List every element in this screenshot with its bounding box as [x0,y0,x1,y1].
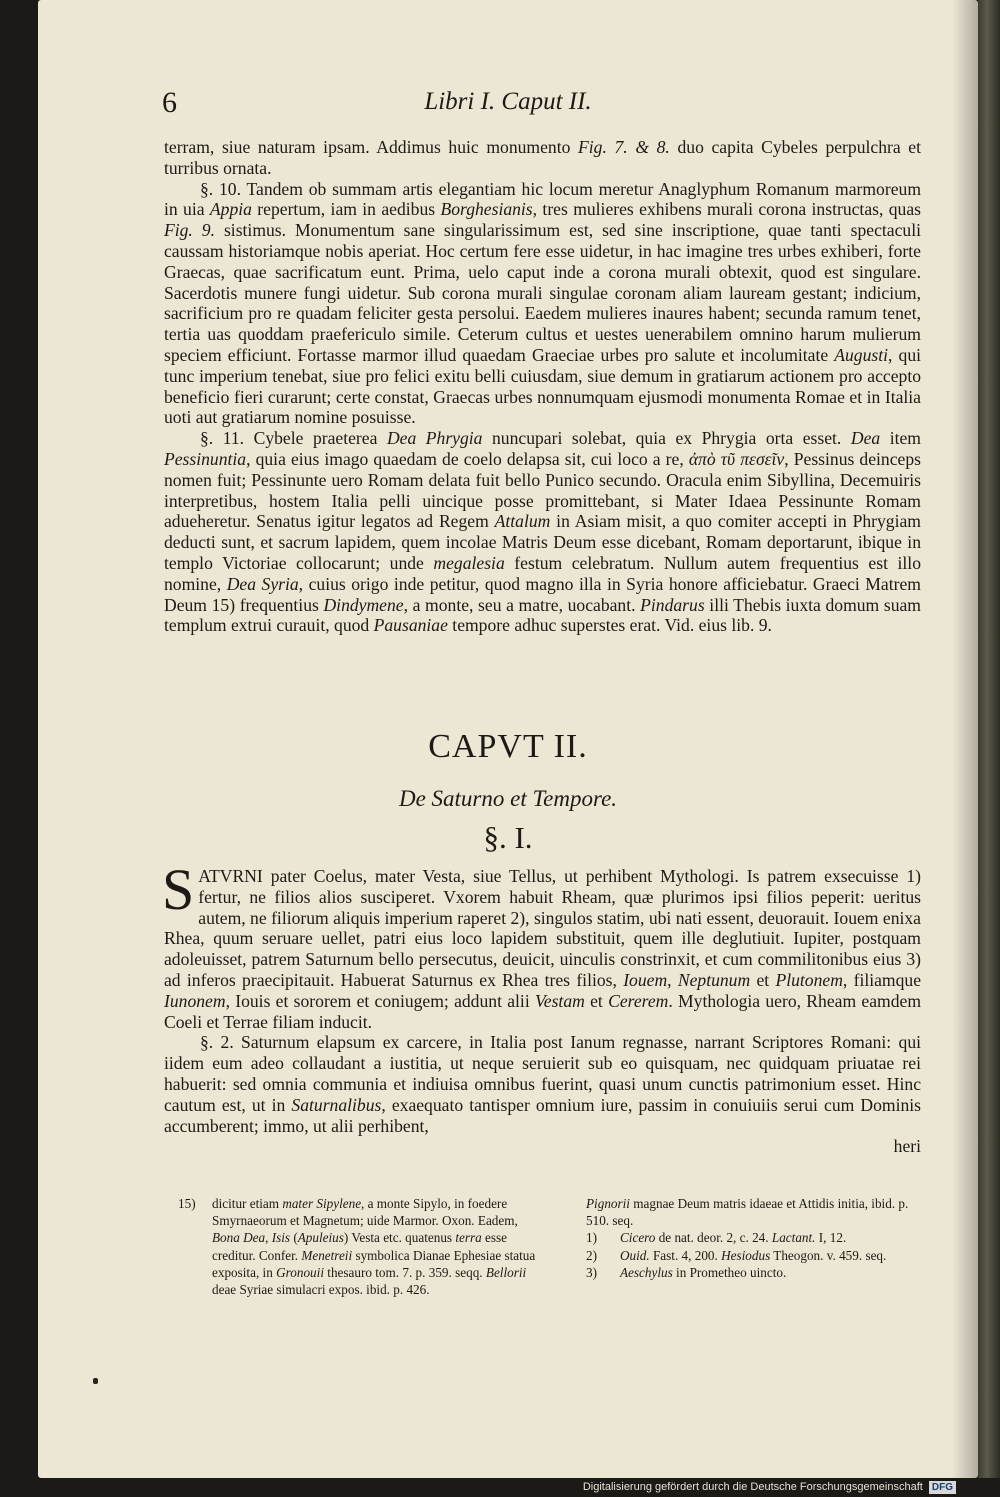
book-edge [978,0,1000,1478]
italic-text: Lactant. [771,1230,816,1246]
section-mark: §. I. [483,820,533,855]
italic-text: Iunonem [164,990,226,1011]
footnote [586,1264,926,1281]
italic-text: Saturnalibus [291,1094,382,1115]
footnote [586,1229,926,1246]
italic-text: Aeschylus [620,1264,673,1280]
italic-text: Attalum [494,511,551,532]
dfg-logo: DFG [929,1481,956,1494]
italic-text: Pindarus [640,594,705,615]
italic-text: Dea [850,428,881,449]
italic-text: Dea Phrygia [386,428,483,449]
italic-text: Plutonem [775,969,843,990]
footnote [586,1195,926,1229]
drop-capital: S [162,857,195,922]
italic-text: Fig. 7. & 8. [578,137,670,157]
footnote-text: Ouid. Fast. 4, 200. Hesiodus Theogon. v. 459. seq. [620,1247,887,1263]
running-title: Libri I. Caput II. [424,88,592,115]
chapter-title: CAPVT II. [428,728,588,765]
italic-text: Fig. 9. [164,220,215,241]
paragraph-text: ATVRNI pater Coelus, mater Vesta, siue Tellus, ut perhibent Mythologi. Is patrem exsecuisse 1) fertur, ne filios alios susciperet. Vxorem habuit Rheam, quæ plurimos ipsi filios peperit: ueritus autem, ne filiorum aliquis imperium raperet 2), singulos statim, ubi nati essent, deuorauit. Iouem enixa Rhea, quum seruare uellet, patri eius loco lapidem substituit, quem ille deglutiuit. Iupiter, postquam adoleuisset, patrem Saturnum bello persecutus, deuicit, uinculis constrinxit, et cum commilitonibus eius 3) ad inferos praecipitauit. Habuerat Saturnus ex Rhea tres filios, Iouem, Neptunum et Plutonem, filiamque Iunonem, Iouis et sororem et coniugem; addunt alii Vestam et Cererem. Mythologia uero, Rheam eamdem Coeli et Terrae filiam inducit. [164,866,922,1032]
book-page [38,0,978,1478]
italic-text: Vestam [534,990,585,1011]
italic-text: Iouem [623,969,668,990]
italic-text: Apuleius [297,1230,344,1246]
digitization-credit [583,1478,956,1497]
italic-text: Cicero [620,1230,656,1246]
italic-text: megalesia [433,552,505,573]
italic-text: Gronouii [276,1264,324,1280]
paragraph: §. 11. Cybele praeterea Dea Phrygia nuncupari solebat, quia ex Phrygia orta esset. Dea item Pessinuntia, quia eius imago quaedam de coelo delapsa sit, cui loco a re, ἀπὸ τῦ πεσεῖν, Pessinus deinceps nomen fuit; Pessinunte uero Romam delata fuit bello Punico secundo. Oracula enim Sibyllina, Decemuiris interpretibus, hostem Italia pelli uincique posse promittebant, si Mater Idaea Pessinunte Romam adueheretur. Senatus igitur legatos ad Regem Attalum in Asiam misit, a quo comiter accepti in Phrygiam deducti sunt, et sacrum lapidem, quem incolae Matris Deum esse dicebant, Romam deportarunt, ibique in templo Victoriae collocarunt; unde megalesia festum celebratum. Nullum autem frequentius est illo nomine, Dea Syria, cuius origo inde petitur, quod magno illa in Syria honore afficiebatur. Graeci Matrem Deum 15) frequentius Dindymene, a monte, seu a matre, uocabant. Pindarus illi Thebis iuxta domum suam templum extrui curauit, quod Pausaniae tempore adhuc superstes erat. Vid. eius lib. 9. [164,428,921,636]
italic-text: Neptunum [677,969,751,990]
footnote-text: Pignorii magnae Deum matris idaeae et Attidis initia, ibid. p. 510. seq. [586,1196,909,1229]
italic-text: ἀπὸ τῦ πεσεῖν [688,448,785,469]
italic-text: Pignorii [586,1196,630,1211]
italic-text: Ouid. [620,1247,650,1263]
text-block-chapter [162,857,922,1157]
italic-text: Hesiodus [721,1247,771,1263]
ink-mark [93,1378,98,1384]
paragraph: §. 10. Tandem ob summam artis elegantiam hic locum meretur Anaglyphum Romanum marmoreum in uia Appia repertum, iam in aedibus Borghesianis, tres mulieres exhibens murali corona instructas, quas Fig. 9. sistimus. Monumentum sane singularissimum est, sed sine inscriptione, quae tanti spectaculi caussam historiamque nobis aperiat. Hoc certum fere esse uidetur, in hac imagine tres urbes exhiberi, forte Graecas, quae sacrificatum eunt. Prima, uelo caput inde a corona murali obtexit, quod est singulare. Sacerdotis munere fungi uidetur. Sub corona murali singulae coronam aliam lauream gestant; indicium, sacrificium pro re quadam feliciter gesta persolui. Eaedem mulieres inaures habent; secunda ramum tenet, tertia uas quoddam praefericulo simile. Ceterum cultus et uestes uenerabilem omnino harum mulierum speciem efficiunt. Fortasse marmor illud quaedam Graeciae urbes pro salute et incolumitate Augusti, qui tunc imperium tenebat, siue pro felici exitu belli cuiusdam, siue demum in gratiarum actionem pro accepto beneficio fieri curarunt; certe constat, Graecas urbes nonnumquam ejusmodi monumenta Romae et in Italia uoti aut gratiarum nomine posuisse. [164,178,922,428]
footnote-ref: 15) [178,1196,196,1211]
italic-text: Pausaniae [373,615,448,636]
footnote [586,1247,926,1264]
italic-text: Borghesianis [440,199,533,220]
paragraph: §. 2. Saturnum elapsum ex carcere, in Italia post Ianum regnasse, narrant Scriptores Romani: qui iidem eum adeo collaudant a iustitia, ut neque seruierit sub eo quisquam, nec quidquam priuatae rei habuerit: sed omnia communia et indiuisa omnibus fuerint, quasi unum cunctis patrimonium esset. Hinc cautum est, ut in Saturnalibus, exaequato tantisper omnium iure, passim in conuiuiis serui cum Dominis accumberent; immo, ut alii perhibent, [164,1032,921,1136]
italic-text: Augusti [834,344,889,365]
paragraph: terram, siue naturam ipsam. Addimus huic monumento Fig. 7. & 8. duo capita Cybeles perpulchra et turribus ornata. [164,137,921,178]
paragraph [162,857,922,1032]
credit-text: Digitalisierung gefördert durch die Deutsche Forschungsgemeinschaft [582,1481,923,1493]
italic-text: Dea Syria [226,573,299,594]
italic-text: Bona Dea [212,1230,266,1246]
footnote-text: dicitur etiam mater Sipylene, a monte Sipylo, in foedere Smyrnaeorum et Magnetum; uide Marmor. Oxon. Eadem, Bona Dea, Isis (Apuleius) Vesta etc. quatenus terra esse creditur. Confer. Menetreii symbolica Dianae Ephesiae statua exposita, in Gronouii thesauro tom. 7. p. 359. seqq. Bellorii deae Syriae simulacri expos. ibid. p. 426. [212,1196,536,1298]
italic-text: terra [455,1230,482,1246]
chapter-subtitle: De Saturno et Tempore. [398,786,618,811]
italic-text: mater Sipylene [282,1196,362,1211]
italic-text: Menetreii [301,1247,353,1263]
footnote [178,1195,546,1298]
footnote-ref: 1) [586,1230,597,1246]
italic-text: Cererem [608,990,669,1011]
running-head [38,86,978,126]
footnotes-left [178,1195,546,1298]
footnotes-right [586,1195,926,1281]
page-number: 6 [162,86,177,119]
italic-text: Isis [271,1230,291,1246]
footnote-ref: 3) [586,1264,597,1280]
italic-text: Pessinuntia [164,448,247,469]
footnote-ref: 2) [586,1247,597,1263]
italic-text: Bellorii [485,1264,527,1280]
footnote-text: Aeschylus in Prometheo uincto. [620,1264,787,1280]
italic-text: Dindymene [323,594,404,615]
footnote-text: Cicero de nat. deor. 2, c. 24. Lactant. I, 12. [620,1230,847,1246]
text-block-top [164,137,921,636]
italic-text: Appia [209,199,252,220]
catchword: heri [893,1136,921,1157]
